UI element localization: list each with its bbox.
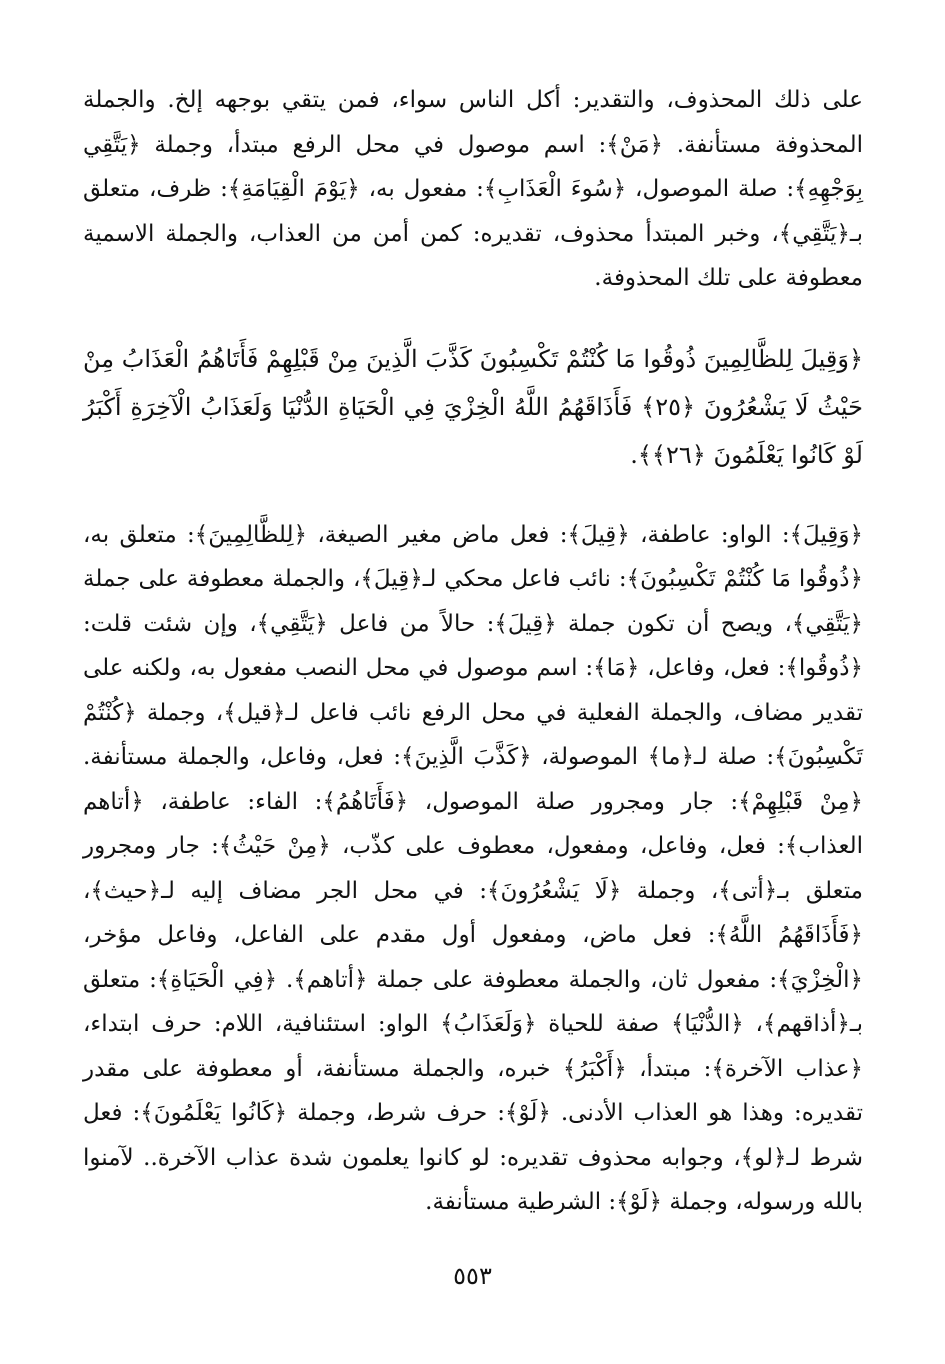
quran-verse-paragraph: ﴿وَقِيلَ لِلظَّالِمِينَ ذُوقُوا مَا كُنْتُمْ تَكْسِبُونَ كَذَّبَ الَّذِينَ مِنْ قَبْلِهِمْ فَأَتَاهُمُ الْعَذَابُ مِنْ حَيْثُ لَا يَشْعُرُونَ ﴿٢٥﴾ فَأَذَاقَهُمُ اللَّهُ الْخِزْيَ فِي الْحَيَاةِ الدُّنْيَا وَلَعَذَابُ الْآخِرَةِ أَكْبَرُ لَوْ كَانُوا يَعْلَمُونَ ﴿٢٦﴾﴾. [83, 344, 864, 469]
page-number: ٥٥٣ [453, 1262, 492, 1290]
commentary-paragraph-intro: على ذلك المحذوف، والتقدير: أكل الناس سواء، فمن يتقي بوجهه إلخ. والجملة المحذوفة مستأنفة. ﴿مَنْ﴾: اسم موصول في محل الرفع مبتدأ، وجملة ﴿يَتَّقِي بِوَجْهِهِ﴾: صلة الموصول، ﴿سُوءَ الْعَذَابِ﴾: مفعول به، ﴿يَوْمَ الْقِيَامَةِ﴾: ظرف، متعلق بـ﴿يَتَّقِي﴾، وخبر المبتدأ محذوف، تقديره: كمن أمن من العذاب، والجملة الاسمية معطوفة على تلك المحذوفة. [83, 87, 863, 291]
grammar-analysis-paragraph: ﴿وَقِيلَ﴾: الواو: عاطفة، ﴿قِيلَ﴾: فعل ماض مغير الصيغة، ﴿لِلظَّالِمِينَ﴾: متعلق به، ﴿ذُوقُوا مَا كُنْتُمْ تَكْسِبُونَ﴾: نائب فاعل محكي لـ﴿قِيلَ﴾، والجملة معطوفة على جملة ﴿يَتَّقِي﴾، ويصح أن تكون جملة ﴿قِيلَ﴾: حالاً من فاعل ﴿يَتَّقِي﴾، وإن شئت قلت: ﴿ذُوقُوا﴾: فعل، وفاعل، ﴿مَا﴾: اسم موصول في محل النصب مفعول به، ولكنه على تقدير مضاف، والجملة الفعلية في محل الرفع نائب فاعل لـ﴿قيل﴾، وجملة ﴿كُنْتُمْ تَكْسِبُونَ﴾: صلة لـ﴿ما﴾ الموصولة، ﴿كَذَّبَ الَّذِينَ﴾: فعل، وفاعل، والجملة مستأنفة. ﴿مِنْ قَبْلِهِمْ﴾: جار ومجرور صلة الموصول، ﴿فَأَتَاهُمُ﴾: الفاء: عاطفة، ﴿أتاهم العذاب﴾: فعل، وفاعل، ومفعول، معطوف على كذّب، ﴿مِنْ حَيْثُ﴾: جار ومجرور متعلق بـ﴿أتى﴾، وجملة ﴿لَا يَشْعُرُونَ﴾: في محل الجر مضاف إليه لـ﴿حيث﴾، ﴿فَأَذَاقَهُمُ اللَّهُ﴾: فعل ماض، ومفعول أول مقدم على الفاعل، وفاعل مؤخر، ﴿الْخِزْيَ﴾: مفعول ثان، والجملة معطوفة على جملة ﴿أتاهم﴾. ﴿فِي الْحَيَاةِ﴾: متعلق بـ﴿أذاقهم﴾، ﴿الدُّنْيَا﴾ صفة للحياة ﴿وَلَعَذَابُ﴾ الواو: استئنافية، اللام: حرف ابتداء، ﴿عذاب الآخرة﴾: مبتدأ، ﴿أَكْبَرُ﴾ خبره، والجملة مستأنفة، أو معطوفة على مقدر تقديره: وهذا هو العذاب الأدنى. ﴿لَوْ﴾: حرف شرط، وجملة ﴿كَانُوا يَعْلَمُونَ﴾: فعل شرط لـ﴿لو﴾، وجوابه محذوف تقديره: لو كانوا يعلمون شدة عذاب الآخرة.. لآمنوا بالله ورسوله، وجملة ﴿لَوْ﴾: الشرطية مستأنفة. [83, 521, 863, 1215]
page-body [83, 78, 863, 1225]
